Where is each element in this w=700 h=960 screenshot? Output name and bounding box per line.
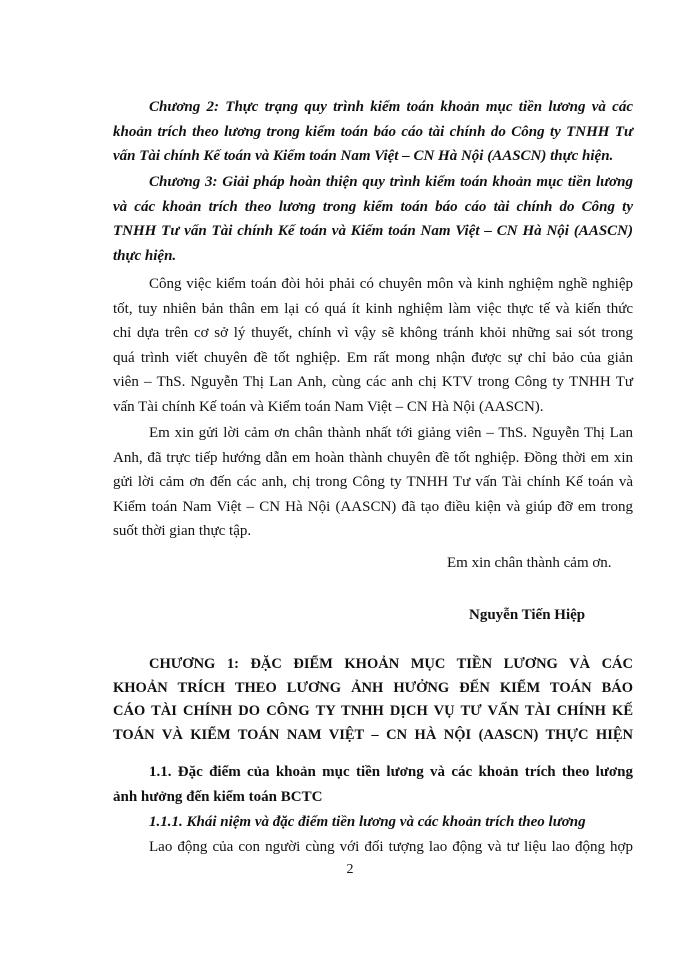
text-line: CHƯƠNG 1: ĐẶC ĐIỂM KHOẢN MỤC TIỀN LƯƠNG VÀ CÁC — [149, 656, 633, 672]
section-1-1-1-heading — [113, 810, 633, 835]
text-line: vấn Tài chính Kế toán và Kiểm toán Nam Việt – CN Hà Nội (AASCN). — [113, 398, 544, 415]
text-line: 1.1.1. Khái niệm và đặc điểm tiền lương và các khoản trích theo lương — [149, 814, 586, 830]
closing-thanks: Em xin chân thành cảm ơn. — [447, 555, 612, 571]
paragraph-thanks — [113, 421, 633, 544]
page-number: 2 — [346, 862, 354, 877]
paragraph-work-experience — [113, 272, 633, 420]
text-line: KHOẢN TRÍCH THEO LƯƠNG ẢNH HƯỞNG ĐẾN KIỂM TOÁN BÁO — [113, 679, 633, 696]
text-line: Kiểm toán Nam Việt – CN Hà Nội (AASCN) đã tạo điều kiện và giúp đỡ em trong — [113, 498, 633, 515]
text-line: viên – ThS. Nguyễn Thị Lan Anh, cùng các anh chị KTV trong Công ty TNHH Tư — [113, 374, 633, 391]
text-line: 1.1. Đặc điểm của khoản mục tiền lương và các khoản trích theo lương — [149, 764, 633, 780]
text-line: Lao động của con người cùng với đối tượng lao động và tư liệu lao động hợp — [149, 839, 633, 855]
text-line: chỉ dựa trên cơ sở lý thuyết, chính vì vậy sẽ không tránh khỏi những sai sót trong — [113, 325, 633, 342]
text-line: ảnh hưởng đến kiểm toán BCTC — [113, 788, 323, 805]
text-line: gửi lời cảm ơn đến các anh, chị trong Công ty TNHH Tư vấn Tài chính Kế toán và — [113, 474, 633, 491]
section-1-1-heading — [113, 760, 633, 809]
paragraph-labor — [113, 835, 633, 860]
text-line: TOÁN VÀ KIỂM TOÁN NAM VIỆT – CN HÀ NỘI (AASCN) THỰC HIỆN — [113, 726, 633, 743]
text-line: Chương 2: Thực trạng quy trình kiểm toán khoản mục tiền lương và các — [149, 99, 633, 115]
text-line: Chương 3: Giải pháp hoàn thiện quy trình kiểm toán khoản mục tiền lương — [149, 174, 633, 190]
author-name: Nguyễn Tiến Hiệp — [469, 607, 586, 623]
text-line: khoản trích theo lương trong kiểm toán báo cáo tài chính do Công ty TNHH Tư — [113, 123, 633, 140]
chapter-1-title — [113, 653, 633, 747]
text-line: và các khoản trích theo lương trong kiểm toán báo cáo tài chính do Công ty — [113, 198, 633, 215]
text-line: thực hiện. — [113, 247, 177, 264]
text-line: quá trình viết chuyên đề tốt nghiệp. Em rất mong nhận được sự chỉ bảo của giản — [113, 349, 633, 366]
text-line: vấn Tài chính Kế toán và Kiểm toán Nam Việt – CN Hà Nội (AASCN) thực hiện. — [113, 148, 614, 165]
text-line: CÁO TÀI CHÍNH DO CÔNG TY TNHH DỊCH VỤ TƯ VẤN TÀI CHÍNH KẾ — [113, 703, 633, 720]
text-line: TNHH Tư vấn Tài chính Kế toán và Kiểm toán Nam Việt – CN Hà Nội (AASCN) — [113, 223, 633, 240]
text-line: Em xin gửi lời cảm ơn chân thành nhất tới giảng viên – ThS. Nguyễn Thị Lan — [149, 425, 633, 441]
chapter-3-summary — [113, 170, 633, 268]
text-line: suốt thời gian thực tập. — [113, 523, 252, 540]
text-line: Công việc kiểm toán đòi hỏi phải có chuyên môn và kinh nghiệm nghề nghiệp — [149, 276, 633, 292]
text-line: tốt, tuy nhiên bản thân em lại có quá ít kinh nghiệm làm việc thực tế và kiến thức — [113, 300, 633, 317]
text-line: Anh, đã trực tiếp hướng dẫn em hoàn thành chuyên đề tốt nghiệp. Đồng thời em xin — [113, 449, 633, 466]
chapter-2-summary — [113, 95, 633, 169]
